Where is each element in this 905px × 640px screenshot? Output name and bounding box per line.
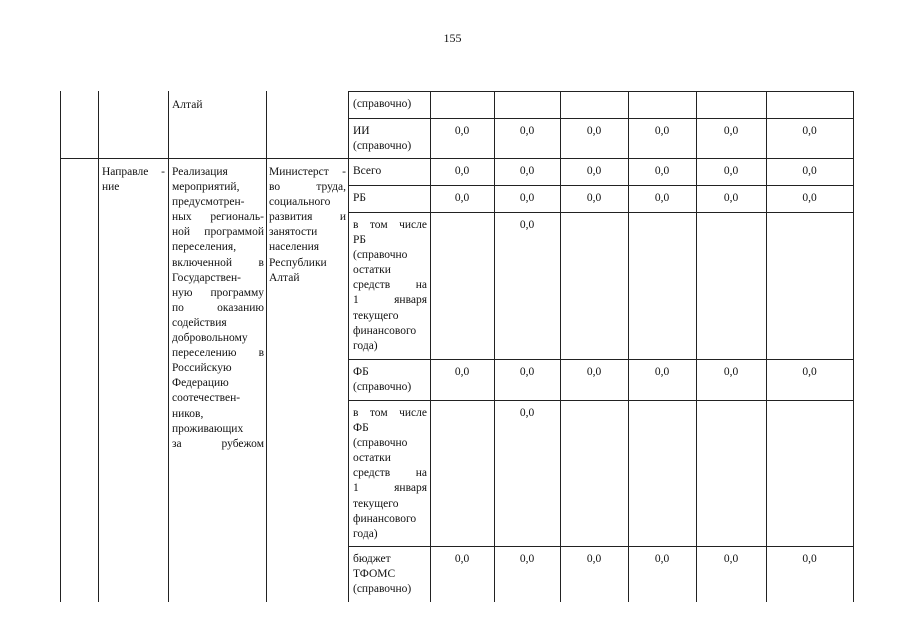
text-line: Реализация (172, 166, 228, 178)
column-rule (560, 91, 561, 602)
column-rule (98, 91, 99, 602)
value-cell: 0,0 (723, 192, 739, 204)
text-line: (справочно (353, 249, 408, 262)
column-rule (168, 91, 169, 602)
text-line: 1 января (353, 294, 427, 307)
source-label: РБ (353, 192, 366, 204)
text-line: переселения, (172, 241, 237, 254)
value-cell: 0,0 (723, 165, 739, 177)
row-rule (348, 212, 854, 213)
text-line: ИИ (353, 125, 370, 137)
value-cell: 0,0 (586, 366, 602, 378)
text-line: Республики (269, 256, 327, 269)
column-rule (766, 91, 767, 602)
measure-title (172, 165, 264, 452)
value-cell: 0,0 (654, 553, 670, 565)
text-line: социального (269, 196, 331, 209)
value-cell: 0,0 (654, 192, 670, 204)
text-line: ФБ (353, 366, 369, 378)
text-line: развития и (269, 211, 346, 224)
column-rule (430, 91, 431, 602)
source-label (353, 365, 427, 395)
row-rule (348, 359, 854, 360)
value-cell: 0,0 (802, 366, 817, 378)
text-line: года) (353, 339, 378, 352)
region-label: Алтай (172, 99, 203, 111)
value-cell: 0,0 (454, 366, 470, 378)
value-cell: 0,0 (519, 192, 535, 204)
text-line: (справочно (353, 437, 408, 450)
text-line: занятости (269, 226, 318, 239)
source-label: Всего (353, 165, 382, 177)
text-line: бюджет (353, 553, 391, 565)
text-line: остатки (353, 264, 391, 277)
text-line: ников, (172, 407, 204, 420)
value-cell: 0,0 (802, 165, 817, 177)
text-line: Федерацию (172, 377, 229, 390)
page-number: 155 (443, 31, 462, 45)
row-rule (348, 546, 854, 547)
value-cell: 0,0 (802, 553, 817, 565)
value-cell: 0,0 (586, 125, 602, 137)
text-line: Российскую (172, 362, 232, 375)
value-cell: 0,0 (454, 125, 470, 137)
value-cell: 0,0 (519, 125, 535, 137)
text-line: добровольному (172, 332, 248, 345)
text-line: ную программу (172, 286, 264, 299)
text-line: во труда, (269, 181, 346, 194)
column-rule (696, 91, 697, 602)
value-cell: 0,0 (654, 125, 670, 137)
source-label: (справочно) (353, 98, 412, 110)
text-line: Направле - (102, 166, 165, 178)
text-line: содействия (172, 316, 227, 329)
source-label (353, 124, 427, 154)
row-rule (348, 185, 854, 186)
text-line: предусмотрен- (172, 196, 245, 209)
value-cell: 0,0 (723, 553, 739, 565)
text-line: ной программой (172, 226, 264, 239)
column-rule (60, 91, 61, 602)
row-rule (348, 118, 854, 119)
column-rule (494, 91, 495, 602)
value-cell: 0,0 (654, 366, 670, 378)
text-line: населения (269, 241, 320, 254)
value-cell: 0,0 (654, 165, 670, 177)
text-line: финансового (353, 512, 417, 525)
value-cell: 0,0 (723, 366, 739, 378)
type-label (102, 165, 165, 195)
text-line: Министерст - (269, 166, 346, 178)
value-cell: 0,0 (454, 165, 470, 177)
text-line: Государствен- (172, 271, 241, 284)
text-line: ных региональ- (172, 211, 264, 224)
text-line: средств на (353, 467, 427, 480)
value-cell: 0,0 (519, 366, 535, 378)
text-line: (справочно) (353, 583, 412, 596)
text-line: текущего (353, 309, 399, 322)
column-rule (266, 91, 267, 602)
text-line: финансового (353, 324, 417, 337)
text-line: переселению в (172, 347, 264, 360)
column-rule (853, 91, 854, 602)
source-label (353, 406, 427, 542)
text-line: текущего (353, 497, 399, 510)
text-line: (справочно) (353, 140, 412, 153)
source-label (353, 218, 427, 354)
value-cell: 0,0 (802, 125, 817, 137)
row-rule (348, 400, 854, 401)
column-rule (348, 91, 349, 602)
value-cell: 0,0 (586, 165, 602, 177)
text-line: ние (102, 181, 120, 194)
value-cell: 0,0 (519, 165, 535, 177)
row-rule (60, 158, 854, 159)
text-line: мероприятий, (172, 181, 240, 194)
text-line: соотечествен- (172, 392, 241, 405)
text-line: года) (353, 527, 378, 540)
value-cell: 0,0 (519, 407, 535, 419)
value-cell: 0,0 (519, 553, 535, 565)
text-line: Алтай (269, 271, 300, 284)
text-line: проживающих (172, 422, 244, 435)
value-cell: 0,0 (454, 553, 470, 565)
value-cell: 0,0 (586, 553, 602, 565)
row-rule (348, 91, 854, 92)
text-line: в том числе (353, 219, 427, 231)
source-label (353, 552, 427, 597)
value-cell: 0,0 (802, 192, 817, 204)
text-line: ФБ (353, 422, 369, 435)
text-line: по оказанию (172, 301, 264, 314)
text-line: включенной в (172, 256, 264, 269)
text-line: (справочно) (353, 381, 412, 394)
value-cell: 0,0 (586, 192, 602, 204)
text-line: в том числе (353, 407, 427, 419)
text-line: остатки (353, 452, 391, 465)
text-line: РБ (353, 234, 366, 247)
text-line: средств на (353, 279, 427, 292)
value-cell: 0,0 (723, 125, 739, 137)
text-line: 1 января (353, 482, 427, 495)
value-cell: 0,0 (519, 219, 535, 231)
executor (269, 165, 346, 286)
column-rule (628, 91, 629, 602)
text-line: за рубежом (172, 437, 264, 450)
text-line: ТФОМС (353, 568, 396, 581)
value-cell: 0,0 (454, 192, 470, 204)
